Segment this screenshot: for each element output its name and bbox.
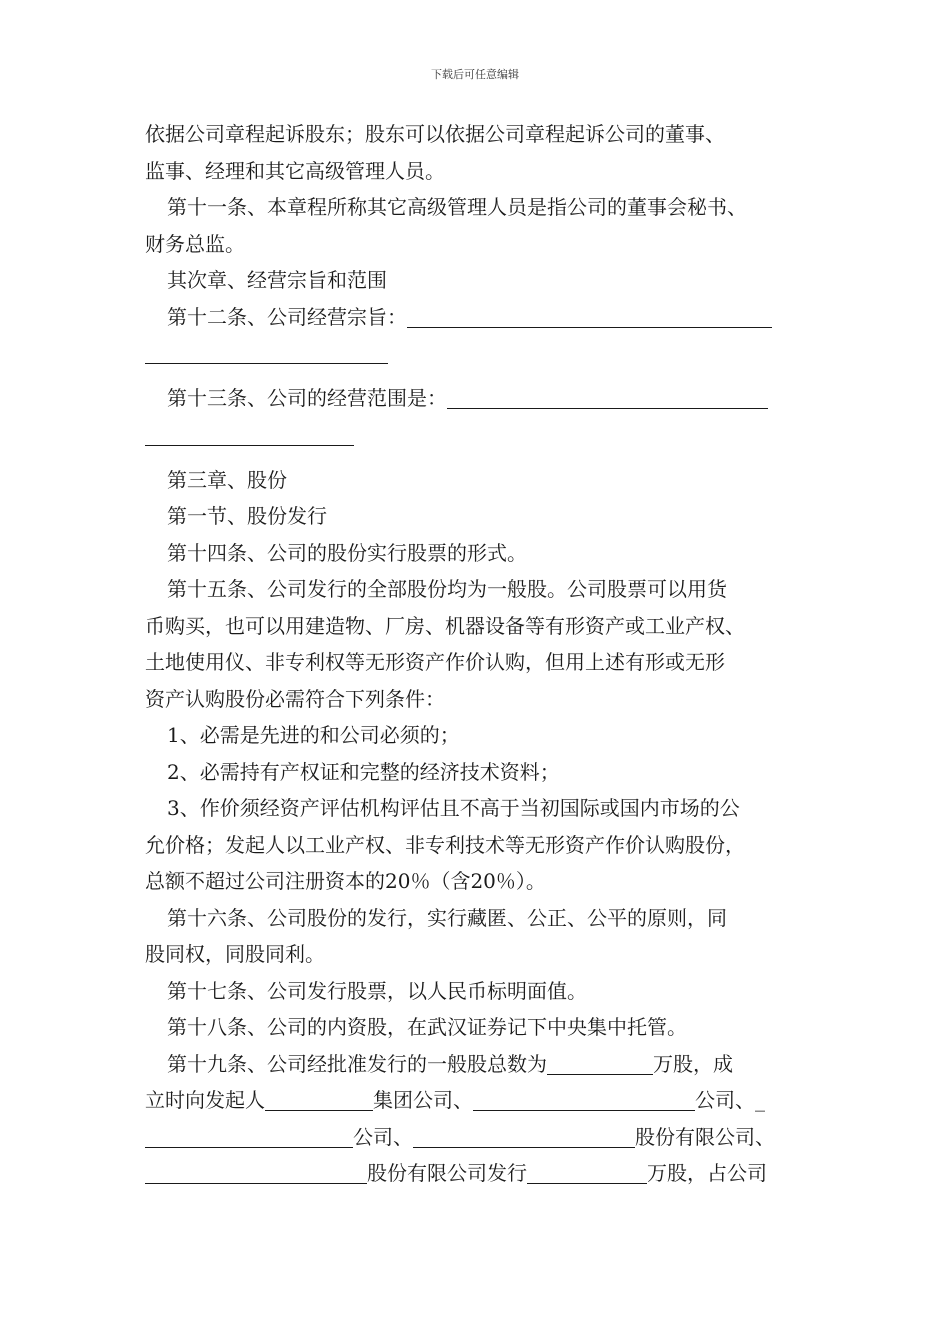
- article-19-text: 立时向发起人: [145, 1088, 265, 1112]
- article-19-text: 集团公司、: [373, 1088, 473, 1112]
- article-12-continuation: [145, 335, 815, 380]
- condition-2: 2、必需持有产权证和完整的经济技术资料；: [167, 759, 560, 784]
- article-19-line: [145, 1119, 815, 1156]
- article-19-text: _: [755, 1088, 765, 1112]
- business-purpose-blank-continued[interactable]: [145, 339, 388, 364]
- article-19-text: 万股，成: [653, 1051, 733, 1076]
- total-shares-blank[interactable]: [547, 1050, 653, 1075]
- business-scope-blank-continued[interactable]: [145, 421, 354, 446]
- section-1-title: 第一节、股份发行: [167, 504, 327, 528]
- condition-3-line: 3、作价须经资产评估机构评估且不高于当初国际或国内市场的公: [167, 796, 740, 820]
- article-15-line: 第十五条、公司发行的全部股份均为一般股。公司股票可以用货: [167, 577, 727, 601]
- article-13-continuation: [145, 417, 815, 462]
- business-scope-blank[interactable]: [447, 384, 768, 409]
- article-19-line: [145, 1155, 815, 1192]
- condition-1: 1、必需是先进的和公司必须的；: [167, 723, 460, 747]
- article-19-text: 万股，占公司: [647, 1161, 767, 1185]
- company-name-blank[interactable]: [145, 1159, 367, 1184]
- company-name-blank[interactable]: [413, 1123, 635, 1148]
- article-19-line: [145, 1082, 815, 1119]
- chapter-2-title: 其次章、经营宗旨和范围: [167, 268, 387, 292]
- article-17: 第十七条、公司发行股票，以人民币标明面值。: [167, 978, 587, 1003]
- article-19-text: 公司、: [353, 1124, 413, 1149]
- page-header-note: 下载后可任意编辑: [431, 68, 519, 81]
- article-12-label: 第十二条、公司经营宗旨：: [167, 304, 407, 329]
- promoter-blank[interactable]: [265, 1086, 373, 1111]
- article-19-text: 股份有限公司发行: [367, 1161, 527, 1185]
- article-18: 第十八条、公司的内资股，在武汉证券记下中央集中托管。: [167, 1015, 687, 1039]
- article-16-line: 股同权，同股同利。: [145, 942, 325, 966]
- shares-issued-blank[interactable]: [527, 1159, 647, 1184]
- company-name-blank[interactable]: [145, 1123, 353, 1148]
- chapter-3-title: 第三章、股份: [167, 467, 287, 492]
- article-14: 第十四条、公司的股份实行股票的形式。: [167, 540, 527, 565]
- condition-3-line: 允价格；发起人以工业产权、非专利技术等无形资产作价认购股份，: [145, 832, 745, 857]
- condition-3-line: 总额不超过公司注册资本的20％（含20％）。: [145, 869, 546, 893]
- article-11-line: 财务总监。: [145, 231, 245, 256]
- document-body: [145, 116, 815, 1192]
- paragraph-line: 依据公司章程起诉股东；股东可以依据公司章程起诉公司的董事、: [145, 122, 725, 146]
- article-19-text: 第十九条、公司经批准发行的一般股总数为: [167, 1051, 547, 1076]
- article-15-line: 土地使用仪、非专利权等无形资产作价认购，但用上述有形或无形: [145, 650, 725, 674]
- paragraph-line: 监事、经理和其它高级管理人员。: [145, 158, 445, 183]
- article-19-line: [145, 1046, 815, 1083]
- article-19-text: 公司、: [695, 1088, 755, 1112]
- article-11-line: 第十一条、本章程所称其它高级管理人员是指公司的董事会秘书、: [167, 195, 747, 219]
- article-15-line: 资产认购股份必需符合下列条件：: [145, 686, 445, 711]
- article-12-line: [145, 299, 815, 336]
- article-13-label: 第十三条、公司的经营范围是：: [167, 386, 447, 410]
- article-13-line: [145, 380, 815, 417]
- article-15-line: 币购买，也可以用建造物、厂房、机器设备等有形资产或工业产权、: [145, 613, 745, 638]
- business-purpose-blank[interactable]: [407, 303, 772, 328]
- company-name-blank[interactable]: [473, 1086, 695, 1111]
- article-16-line: 第十六条、公司股份的发行，实行藏匿、公正、公平的原则，同: [167, 905, 727, 930]
- article-19-text: 股份有限公司、: [635, 1124, 775, 1149]
